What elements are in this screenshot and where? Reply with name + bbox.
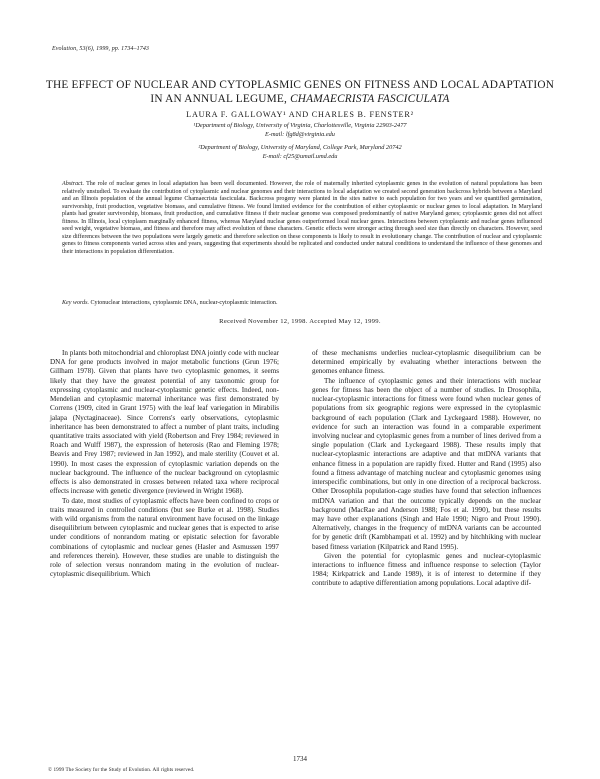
page-number: 1734 — [293, 755, 307, 763]
body-paragraph: To date, most studies of cytoplasmic effects have been confined to crops or traits measured in controlled conditions (but see Burke et al. 1998). Studies with wild organisms from the natural environment have focused on the linkage disequilibrium between cytoplasmic and nuclear genes that is expected to arise under conditions of nonrandom mating or epistatic selection for favorable combinations of cytoplasmic and nuclear genes (Hasler and Asmussen 1997 and references therein). However, these studies are unable to distinguish the role of selection versus nonrandom mating in the evolution of nuclear-cytoplasmic disequilibrium. Which — [50, 496, 279, 579]
email-2: E-mail: cf25@umail.umd.edu — [262, 153, 338, 160]
copyright-footer: © 1999 The Society for the Study of Evolution. All rights reserved. — [48, 767, 195, 773]
body-column-right — [312, 349, 541, 589]
title-main: THE EFFECT OF NUCLEAR AND CYTOPLASMIC GENES ON FITNESS AND LOCAL ADAPTATION IN AN ANNUAL LEGUME, — [45, 79, 555, 105]
title-species: CHAMAECRISTA FASCICULATA — [290, 93, 450, 105]
body-paragraph: The influence of cytoplasmic genes and their interactions with nuclear genes for fitness has been the object of a number of studies. In Drosophila, nuclear-cytoplasmic interactions for fitness were found when nuclear genes of populations from six geographic regions were expressed in the cytoplasmic background of each population (Clark and Lyckegaard 1988). However, no evidence for such an interaction was found in a comparable experiment involving nuclear and cytoplasmic genes from a number of lines derived from a single population (Clark and Lyckegaard 1988). These results imply that nuclear-cytoplasmic interactions are adaptive and that mtDNA variants that enhance fitness in a population are rapidly fixed. Hutter and Rand (1995) also found a fitness advantage of matching nuclear and cytoplasmic genomes using interspecific combinations, but only in one direction of a reciprocal backcross. Other Drosophila population-cage studies have found that selection influences mtDNA variation and that the outcome typically depends on the nuclear background (MacRae and Anderson 1988; Fos et al. 1990), but these results may have other explanations (Singh and Hale 1990; Nigro and Prout 1990). Alternatively, changes in the frequency of mtDNA variants can be accounted for by genetic drift (Kambhampati et al. 1992) and by hitchhiking with nuclear based fitness variation (Kilpatrick and Rand 1995). — [312, 376, 541, 551]
email-1: E-mail: lfg8d@virginia.edu — [265, 131, 335, 138]
paper-title — [40, 78, 560, 106]
body-paragraph: In plants both mitochondrial and chloroplast DNA jointly code with nuclear DNA for gene products involved in major metabolic functions (Grun 1976; Gillham 1978). Given that plants have two cytoplasmic genomes, it seems likely that they have the greatest potential of any taxonomic group for expressing cytoplasmic and nuclear-cytoplasmic genetic effects. Indeed, non-Mendelian and cytoplasmic maternal inheritance was first demonstrated by Correns (1909, cited in Grant 1975) with the leaf leaf variegation in Mirabilis jalapa (Nyctaginaceae). Since Correns's early observations, cytoplasmic inheritance has been demonstrated to affect a number of plant traits, including quantitative traits associated with yield (Robertson and Frey 1984; reviewed in Roach and Wulff 1987), the expression of heterosis (Rao and Fleming 1978; Beavis and Frey 1987; reviewed in Jan 1992), and male sterility (Couvet et al. 1990). In most cases the expression of cytoplasmic variation depends on the nuclear background. The influence of the nuclear background on cytoplasmic effects is also demonstrated in crosses between related taxa where reciprocal effects increase with genetic divergence (reviewed in Wright 1968). — [50, 349, 279, 496]
affiliation-2: ²Department of Biology, University of Maryland, College Park, Maryland 20742 — [198, 144, 402, 151]
abstract-text: The role of nuclear genes in local adaptation has been well documented. However, the role of maternally inherited cytoplasmic genes in the evolution of natural populations has been relatively unstudied. To evaluate the contribution of cytoplasmic and nuclear genomes and their interactions to local adaptation we created second generation backcross hybrids between a Maryland and an Illinois population of the annual legume Chamaecrista fasciculata. Backcross progeny were planted in the sites native to each population for two years and we quantified germination, survivorship, fruit production, vegetative biomass, and cumulative fitness. We found limited evidence for the contribution of either cytoplasmic or nuclear genes to local adaptation. In Maryland plants had greater survivorship, biomass, fruit production, and cumulative fitness if their nuclear genome was composed predominantly of native Maryland genes; cytoplasmic genes did not affect fitness. In Illinois, local cytoplasm marginally enhanced fitness, whereas Maryland nuclear genes outperformed local nuclear genes. Interactions between cytoplasmic and nuclear genes influenced seed weight, vegetative biomass, and fitness and therefore may affect evolution of these characters. Genetic effects were stronger acting through seed size than directly on characters. However, seed size differences between the two populations were largely genetic and therefore selection on these components is likely to result in evolutionary change. The contribution of nuclear and cytoplasmic genes to fitness components varied across sites and years, suggesting that experiments should be replicated and conducted under natural conditions to understand the influence of these genomes and their interactions in population differentiation. — [62, 181, 542, 255]
body-column-left — [50, 349, 279, 579]
received-dates: Received November 12, 1998. Accepted May 12, 1999. — [219, 318, 381, 325]
abstract — [62, 181, 542, 256]
abstract-label: Abstract. — [62, 181, 85, 187]
keywords — [62, 300, 542, 308]
keywords-text: Cytonuclear interactions, cytoplasmic DNA, nuclear-cytoplasmic interaction. — [90, 300, 278, 306]
authors: LAURA F. GALLOWAY¹ AND CHARLES B. FENSTER² — [186, 110, 414, 119]
affiliation-1: ¹Department of Biology, University of Virginia, Charlottesville, Virginia 22903-2477 — [193, 122, 407, 129]
body-paragraph: of these mechanisms underlies nuclear-cytoplasmic disequilibrium can be determined empirically by evaluating whether interactions between the genomes enhance fitness. — [312, 349, 541, 376]
journal-citation: Evolution, 53(6), 1999, pp. 1734–1743 — [52, 46, 150, 52]
body-paragraph: Given the potential for cytoplasmic genes and nuclear-cytoplasmic interactions to influence fitness and influence response to selection (Taylor 1984; Kirkpatrick and Lande 1989), it is of interest to determine if they contribute to adaptive differentiation among populations. Local adaptive dif- — [312, 551, 541, 588]
keywords-label: Key words. — [62, 300, 89, 306]
